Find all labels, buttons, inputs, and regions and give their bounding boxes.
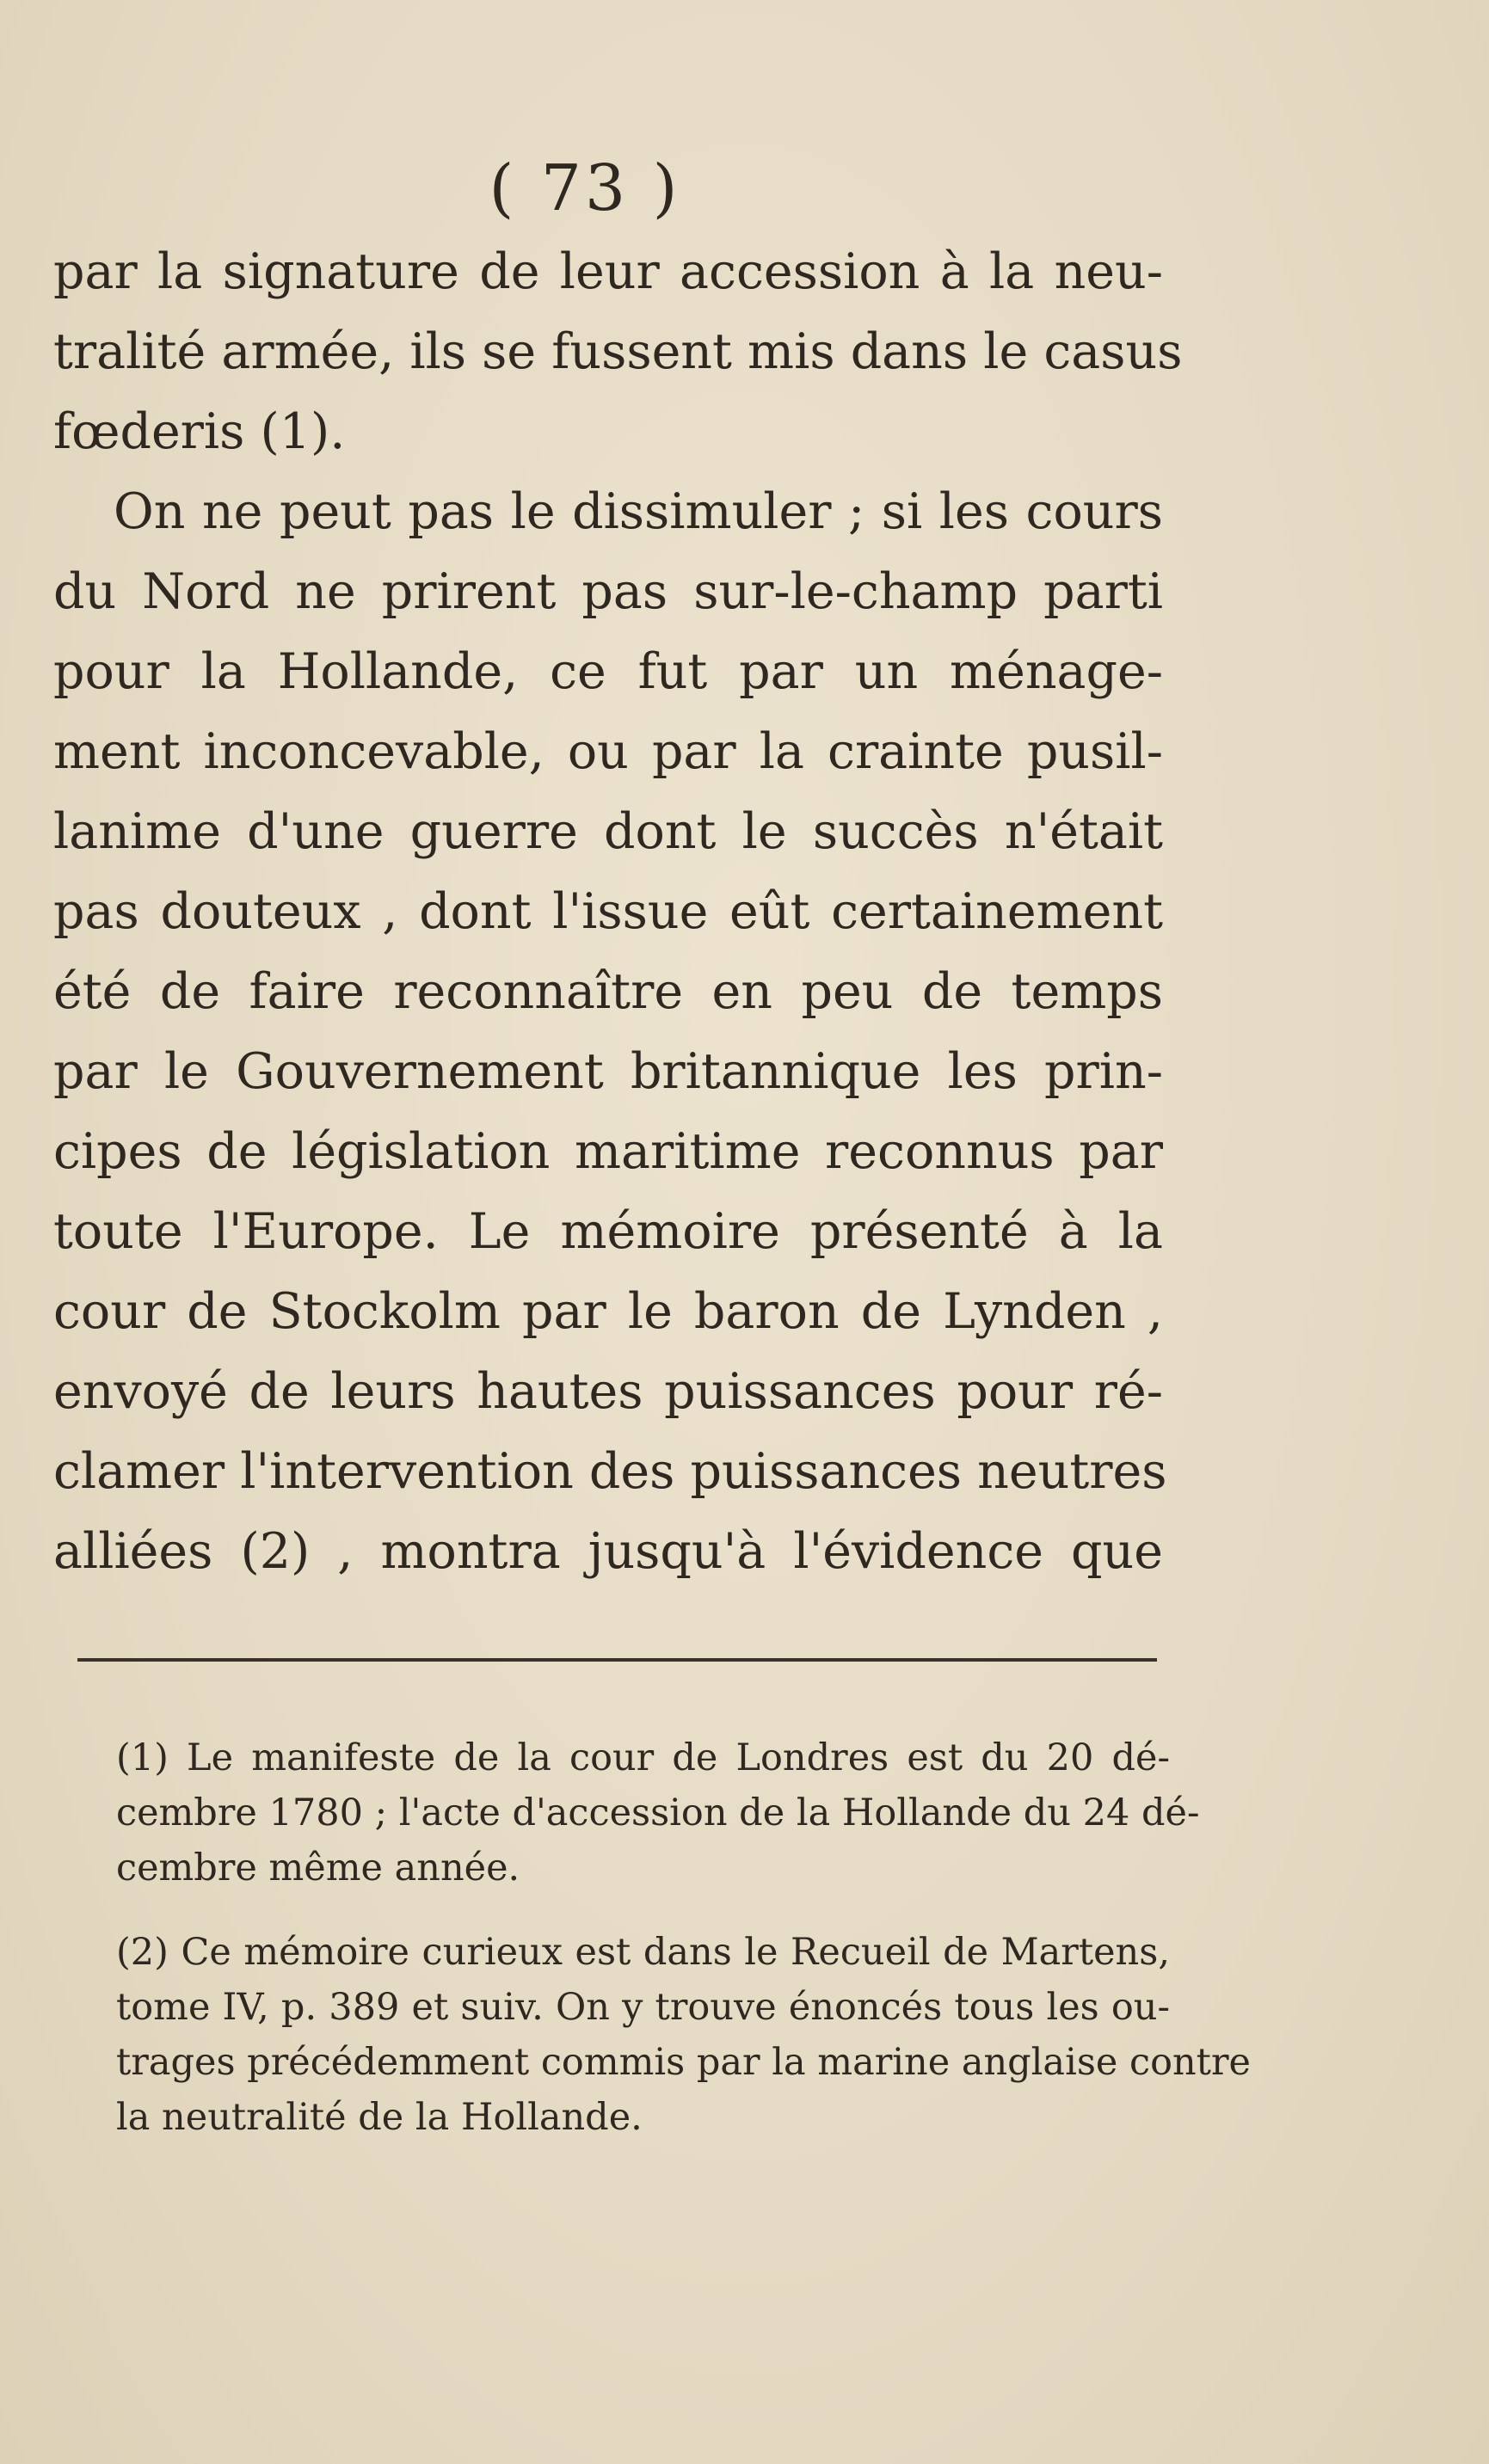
footnote-2 [116,1925,1251,2145]
body-line: clamer l'intervention des puissances neutres [53,1443,1167,1500]
body-line: par la signature de leur accession à la neu- [53,243,1163,300]
body-line: par le Gouvernement britannique les prin- [53,1043,1163,1100]
body-line: envoyé de leurs hautes puissances pour ré- [53,1363,1163,1420]
body-line: du Nord ne prirent pas sur-le-champ parti [53,563,1163,620]
body-line: fœderis (1). [53,403,346,460]
footnote-line: la neutralité de la Hollande. [116,2096,643,2139]
body-line: lanime d'une guerre dont le succès n'était [53,803,1163,860]
body-line: cipes de législation maritime reconnus par [53,1123,1163,1180]
body-line: tralité armée, ils se fussent mis dans le casus [53,323,1183,380]
body-line: ment inconcevable, ou par la crainte pusil- [53,723,1163,780]
footnote-line: (2) Ce mémoire curieux est dans le Recueil de Martens, [116,1931,1170,1974]
footnote-1 [116,1730,1200,1896]
body-line: été de faire reconnaître en peu de temps [53,963,1163,1020]
footnote-divider [77,1658,1157,1662]
body-line: alliées (2) , montra jusqu'à l'évidence que [53,1523,1163,1580]
body-line: pas douteux , dont l'issue eût certainement [53,883,1163,940]
footnote-line: (1) Le manifeste de la cour de Londres est du 20 dé- [116,1736,1170,1779]
footnote-line: cembre même année. [116,1846,520,1889]
footnote-line: cembre 1780 ; l'acte d'accession de la Hollande du 24 dé- [116,1791,1200,1834]
body-line: On ne peut pas le dissimuler ; si les cours [114,483,1163,540]
body-line: cour de Stockolm par le baron de Lynden , [53,1283,1163,1340]
footnote-line: trages précédemment commis par la marine anglaise contre [116,2041,1251,2084]
footnotes [116,1730,1251,2145]
body-line: pour la Hollande, ce fut par un ménage- [53,643,1163,700]
body-line: toute l'Europe. Le mémoire présenté à la [53,1203,1163,1260]
body-text [53,232,1183,1592]
footnote-line: tome IV, p. 389 et suiv. On y trouve énoncés tous les ou- [116,1986,1170,2029]
page-number: ( 73 ) [489,151,681,225]
